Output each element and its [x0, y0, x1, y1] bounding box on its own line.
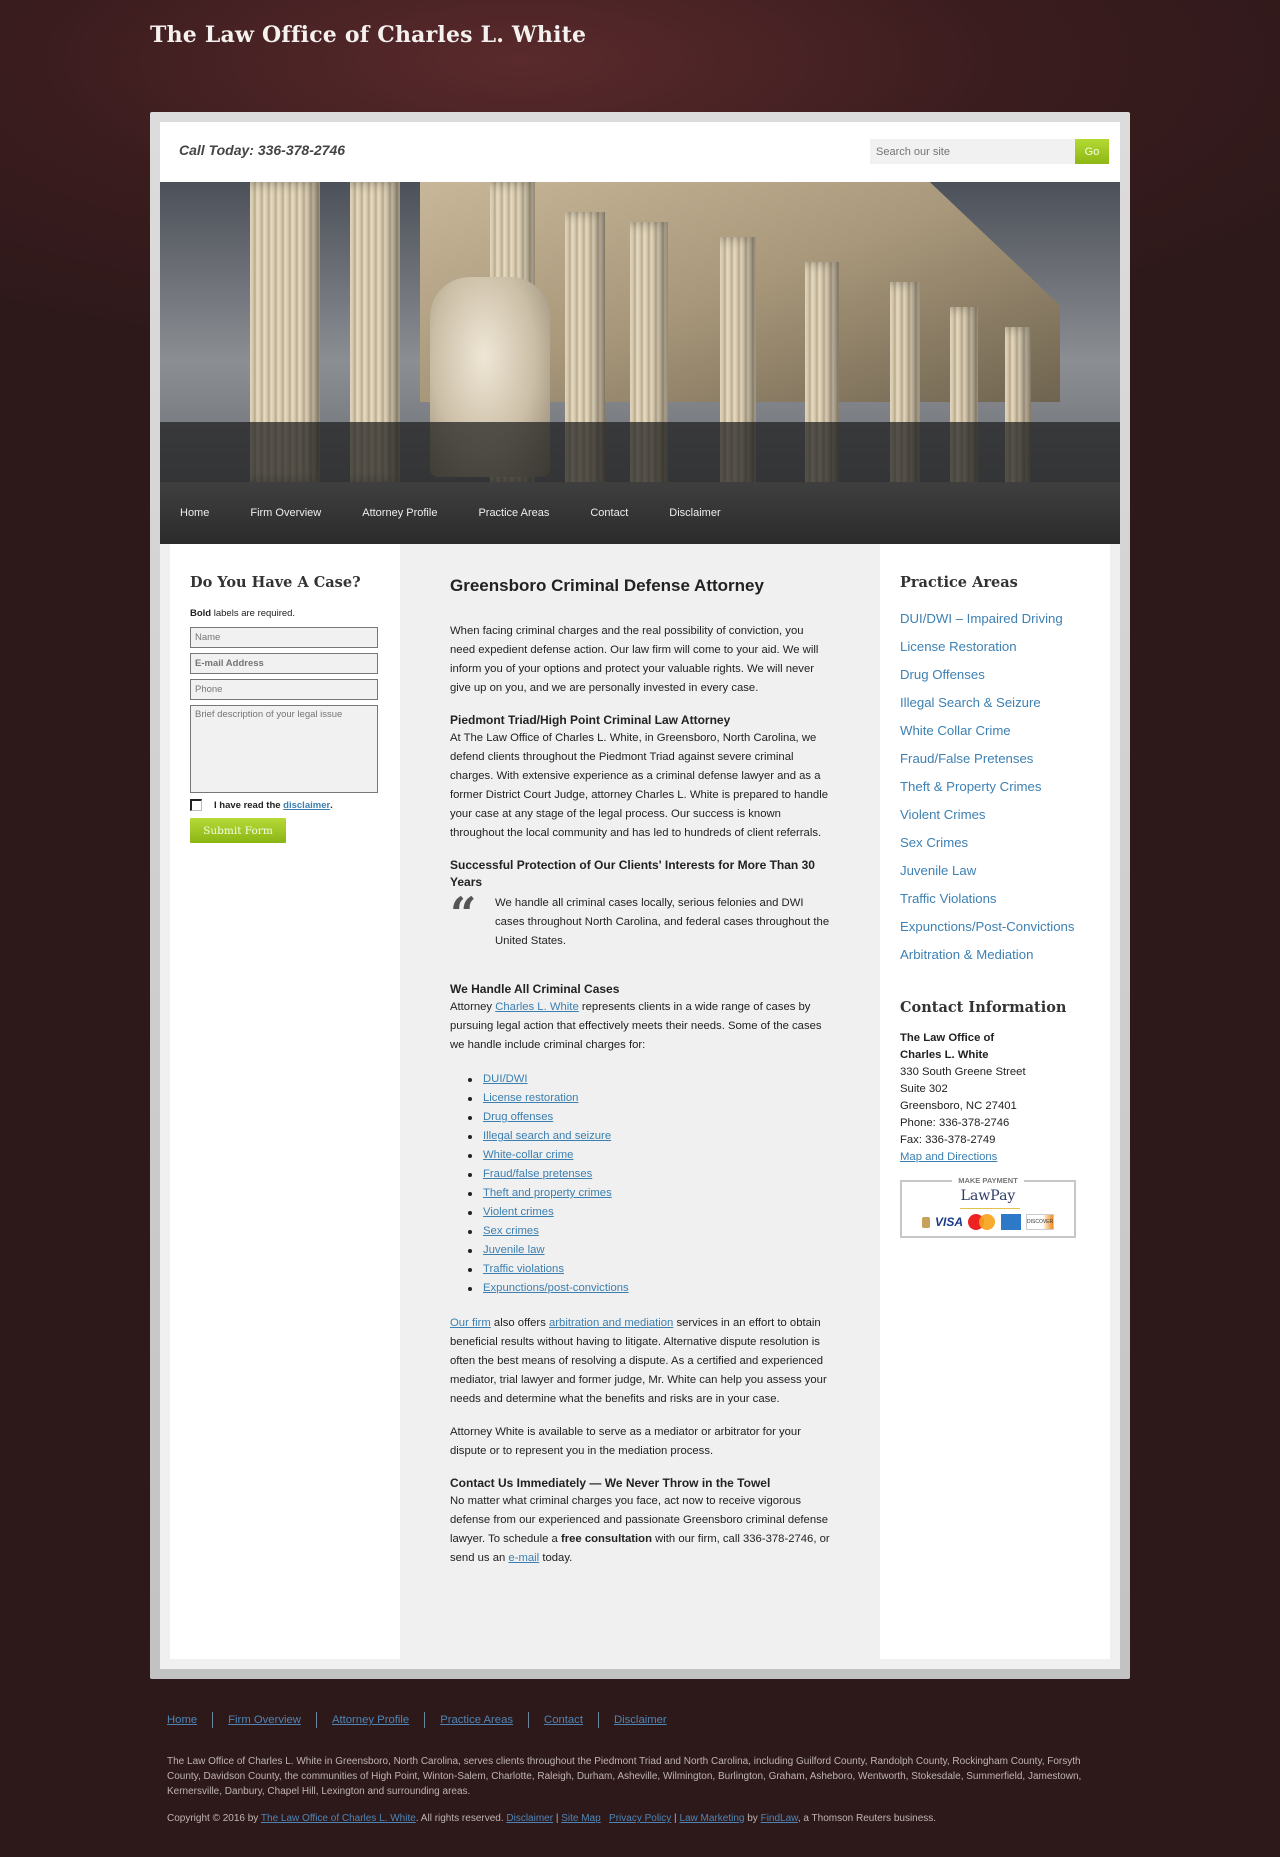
list-item	[900, 913, 1090, 941]
practice-link-violent[interactable]: Violent Crimes	[900, 807, 986, 822]
list-item	[468, 1260, 830, 1279]
list-item	[900, 857, 1090, 885]
search-go-button[interactable]: Go	[1075, 139, 1109, 164]
right-sidebar	[880, 544, 1110, 1659]
fax-number: Fax: 336-378-2749	[900, 1134, 996, 1146]
footer-firm-link[interactable]: The Law Office of Charles L. White	[260, 1813, 416, 1824]
nav-home[interactable]: Home	[180, 507, 210, 519]
practice-areas-list	[900, 605, 1090, 969]
quote-text: We handle all criminal cases locally, serious felonies and DWI cases throughout North Carolina, and federal cases throughout the United States.	[495, 897, 830, 947]
email-field[interactable]	[190, 653, 378, 674]
main-nav	[160, 482, 1120, 544]
list-item	[468, 1070, 830, 1089]
arbitration-mediation-link[interactable]: arbitration and mediation	[549, 1317, 674, 1329]
checkbox-label: I have read the	[214, 799, 284, 811]
hero-dark-band	[160, 422, 1120, 482]
make-payment-label	[902, 1176, 1074, 1185]
thomson-reuters-text: , a Thomson Reuters business.	[797, 1813, 937, 1824]
footer-nav-disclaimer[interactable]: Disclaimer	[613, 1714, 667, 1726]
submit-form-button[interactable]: Submit Form	[190, 818, 286, 843]
practice-link-white-collar[interactable]: White Collar Crime	[900, 723, 1011, 738]
separator: |	[553, 1813, 562, 1824]
nav-disclaimer[interactable]: Disclaimer	[669, 507, 721, 519]
nav-practice-areas[interactable]: Practice Areas	[478, 507, 550, 519]
call-today-phone: Call Today: 336-378-2746	[179, 142, 346, 158]
lock-icon	[922, 1217, 930, 1228]
disclaimer-link[interactable]: disclaimer	[283, 799, 331, 811]
all-cases-paragraph	[450, 998, 830, 1055]
footer-nav-home[interactable]: Home	[167, 1714, 198, 1726]
footer-nav	[167, 1712, 667, 1728]
lawpay-logo: LawPay	[960, 1188, 1016, 1204]
text: today.	[539, 1552, 573, 1564]
list-item	[900, 773, 1090, 801]
header-bar	[160, 122, 1120, 182]
quote-open-icon: “	[450, 894, 477, 924]
case-link-dui-dwi[interactable]: DUI/DWI	[483, 1073, 528, 1085]
our-firm-link[interactable]: Our firm	[450, 1317, 491, 1329]
case-link-license-restoration[interactable]: License restoration	[483, 1092, 579, 1104]
footer-nav-firm-overview[interactable]: Firm Overview	[228, 1714, 301, 1726]
list-item	[900, 633, 1090, 661]
intro-paragraph: When facing criminal charges and the real possibility of conviction, you need expedient defense action. Our law firm will come to your aid. We will inform you of your options and protect your valuable rights. We will never give up on you, and we are personally invested in every case.	[450, 625, 819, 694]
list-item	[468, 1203, 830, 1222]
list-item	[468, 1108, 830, 1127]
list-item	[468, 1222, 830, 1241]
footer-divider	[316, 1712, 317, 1728]
list-item	[468, 1184, 830, 1203]
visa-icon: VISA	[934, 1215, 963, 1229]
footer-nav-practice-areas[interactable]: Practice Areas	[440, 1714, 514, 1726]
case-link-illegal-search[interactable]: Illegal search and seizure	[483, 1130, 612, 1142]
list-item	[468, 1127, 830, 1146]
text: No matter what criminal charges you face, act now to receive vigorous defense from our experienced and passionate Greensboro criminal defense lawyer. To schedule a	[450, 1495, 829, 1545]
site-search	[870, 139, 1109, 164]
contact-address	[900, 1030, 1090, 1166]
practice-link-dui[interactable]: DUI/DWI – Impaired Driving	[900, 611, 1063, 626]
case-link-violent[interactable]: Violent crimes	[483, 1206, 554, 1218]
email-link[interactable]: e-mail	[508, 1552, 540, 1564]
practice-link-license[interactable]: License Restoration	[900, 639, 1017, 654]
practice-link-fraud[interactable]: Fraud/False Pretenses	[900, 751, 1034, 766]
footer-nav-attorney-profile[interactable]: Attorney Profile	[331, 1714, 410, 1726]
search-input[interactable]	[870, 139, 1075, 164]
case-link-expunctions[interactable]: Expunctions/post-convictions	[483, 1282, 629, 1294]
case-form-sidebar	[170, 544, 400, 1659]
nav-attorney-profile[interactable]: Attorney Profile	[362, 507, 438, 519]
main-content	[400, 544, 880, 1659]
firm-name-line2: Charles L. White	[900, 1049, 989, 1061]
case-link-drug-offenses[interactable]: Drug offenses	[483, 1111, 554, 1123]
list-item	[900, 801, 1090, 829]
footer-privacy-link[interactable]: Privacy Policy	[609, 1813, 672, 1824]
practice-link-expunctions[interactable]: Expunctions/Post-Convictions	[900, 919, 1075, 934]
content-inner	[160, 122, 1120, 1669]
footer-findlaw-link[interactable]: FindLaw	[760, 1813, 798, 1824]
practice-link-search-seizure[interactable]: Illegal Search & Seizure	[900, 695, 1041, 710]
list-item	[900, 829, 1090, 857]
nav-contact[interactable]: Contact	[590, 507, 629, 519]
blockquote	[450, 894, 830, 951]
footer-divider	[424, 1712, 425, 1728]
case-link-theft[interactable]: Theft and property crimes	[483, 1187, 612, 1199]
text: services in an effort to obtain beneficial results without having to litigate. Alternative dispute resolution is often the best means of resolving a dispute. As a certified and experienced mediator, trial lawyer and former judge, Mr. White can help you assess your needs and determine what the benefits and risks are in your case.	[450, 1317, 827, 1405]
list-item	[468, 1241, 830, 1260]
lawpay-badge[interactable]	[900, 1176, 1076, 1238]
text: represents clients in a wide range of cases by pursuing legal action that effectively meets their needs. Some of the cases we handle include criminal charges for:	[450, 1001, 822, 1051]
list-item	[468, 1165, 830, 1184]
copyright-text: Copyright © 2016 by	[167, 1813, 261, 1824]
case-link-fraud[interactable]: Fraud/false pretenses	[483, 1168, 593, 1180]
list-item	[468, 1279, 830, 1298]
charles-white-link[interactable]: Charles L. White	[495, 1001, 579, 1013]
case-types-list	[468, 1070, 830, 1298]
rights-text: . All rights reserved.	[415, 1813, 507, 1824]
list-item	[900, 605, 1090, 633]
practice-link-theft[interactable]: Theft & Property Crimes	[900, 779, 1042, 794]
case-link-white-collar[interactable]: White-collar crime	[483, 1149, 574, 1161]
content-frame	[150, 112, 1130, 1679]
text: also offers	[490, 1317, 549, 1329]
separator: |	[671, 1813, 680, 1824]
footer-divider	[598, 1712, 599, 1728]
case-form-heading: Do You Have A Case?	[190, 574, 361, 591]
footer-divider	[212, 1712, 213, 1728]
description-field[interactable]	[190, 705, 378, 793]
footer-service-area-text: The Law Office of Charles L. White in Greensboro, North Carolina, serves clients throughout the Piedmont Triad and North Carolina, including Guilford County, Randolph County, Rockingham County, Forsyth County, Davidson County, the communities of High Point, Winton-Salem, Charlotte, Raleigh, Durham, Asheville, Wilmington, Burlington, Graham, Asheboro, Wentworth, Stokesdale, Summerfield, Jamestown, Kernersville, Danbury, Chapel Hill, Lexington and surrounding areas.	[167, 1756, 1082, 1797]
discover-icon: DISCOVER	[1026, 1214, 1054, 1230]
practice-link-drug[interactable]: Drug Offenses	[900, 667, 985, 682]
footer-law-marketing-link[interactable]: Law Marketing	[679, 1813, 745, 1824]
case-link-juvenile[interactable]: Juvenile law	[483, 1244, 545, 1256]
phone-field[interactable]	[190, 679, 378, 700]
practice-link-traffic[interactable]: Traffic Violations	[900, 891, 997, 906]
text: with our firm, call 336-378-2746, or send us an	[450, 1533, 830, 1564]
text: Attorney	[450, 1001, 496, 1013]
form-note-text: labels are required.	[211, 608, 296, 619]
firm-name-line1: The Law Office of	[900, 1032, 995, 1044]
footer-sitemap-link[interactable]: Site Map	[561, 1813, 601, 1824]
contact-info-heading: Contact Information	[900, 999, 1067, 1016]
section-heading-contact: Contact Us Immediately — We Never Throw in the Towel	[450, 1476, 771, 1490]
list-item	[900, 941, 1090, 969]
practice-link-sex[interactable]: Sex Crimes	[900, 835, 969, 850]
phone-number: Phone: 336-378-2746	[900, 1117, 1010, 1129]
payment-cards	[902, 1214, 1074, 1230]
free-consultation-text: free consultation	[560, 1533, 652, 1545]
list-item	[900, 745, 1090, 773]
section-heading-piedmont: Piedmont Triad/High Point Criminal Law Attorney	[450, 713, 731, 727]
suite: Suite 302	[900, 1083, 948, 1095]
list-item	[900, 885, 1090, 913]
section-heading-all-cases: We Handle All Criminal Cases	[450, 982, 620, 996]
list-item	[468, 1089, 830, 1108]
disclaimer-checkbox[interactable]	[190, 799, 202, 811]
footer-divider	[528, 1712, 529, 1728]
case-link-sex-crimes[interactable]: Sex crimes	[483, 1225, 539, 1237]
form-note-bold: Bold	[190, 608, 212, 619]
mediator-paragraph: Attorney White is available to serve as a mediator or arbitrator for your dispute or to represent you in the mediation process.	[450, 1426, 801, 1457]
amex-icon	[1001, 1214, 1021, 1230]
case-link-traffic[interactable]: Traffic violations	[483, 1263, 564, 1275]
disclaimer-checkbox-row	[190, 799, 380, 811]
name-field[interactable]	[190, 627, 378, 648]
section-heading-protection: Successful Protection of Our Clients' Interests for More Than 30 Years	[450, 858, 815, 889]
footer-copyright	[167, 1813, 936, 1824]
practice-link-arbitration[interactable]: Arbitration & Mediation	[900, 947, 1034, 962]
list-item	[900, 689, 1090, 717]
list-item	[468, 1146, 830, 1165]
street-address: 330 South Greene Street	[900, 1066, 1026, 1078]
arbitration-paragraph	[450, 1314, 830, 1409]
list-item	[900, 661, 1090, 689]
form-required-note	[190, 608, 380, 619]
practice-link-juvenile[interactable]: Juvenile Law	[900, 863, 977, 878]
site-title[interactable]: The Law Office of Charles L. White	[150, 22, 587, 48]
list-item	[900, 717, 1090, 745]
nav-firm-overview[interactable]: Firm Overview	[250, 507, 322, 519]
contact-paragraph	[450, 1492, 830, 1568]
make-payment-text: MAKE PAYMENT	[952, 1176, 1024, 1185]
page-title: Greensboro Criminal Defense Attorney	[450, 576, 764, 595]
piedmont-paragraph: At The Law Office of Charles L. White, in Greensboro, North Carolina, we defend clients throughout the Piedmont Triad against severe criminal charges. With extensive experience as a criminal defense lawyer and as a former District Court Judge, attorney Charles L. White is prepared to handle your case at any stage of the legal process. Our success is known throughout the local community and has led to hundreds of client referrals.	[450, 732, 828, 839]
hero-courthouse-image	[160, 182, 1120, 482]
practice-areas-heading: Practice Areas	[900, 574, 1018, 591]
by-text: by	[744, 1813, 761, 1824]
city-state-zip: Greensboro, NC 27401	[900, 1100, 1017, 1112]
map-directions-link[interactable]: Map and Directions	[900, 1151, 998, 1163]
lawpay-underline	[960, 1208, 1020, 1209]
footer-nav-contact[interactable]: Contact	[544, 1714, 583, 1726]
mastercard-icon	[968, 1214, 996, 1230]
checkbox-suffix: .	[330, 799, 333, 811]
footer-disclaimer-link[interactable]: Disclaimer	[506, 1813, 554, 1824]
